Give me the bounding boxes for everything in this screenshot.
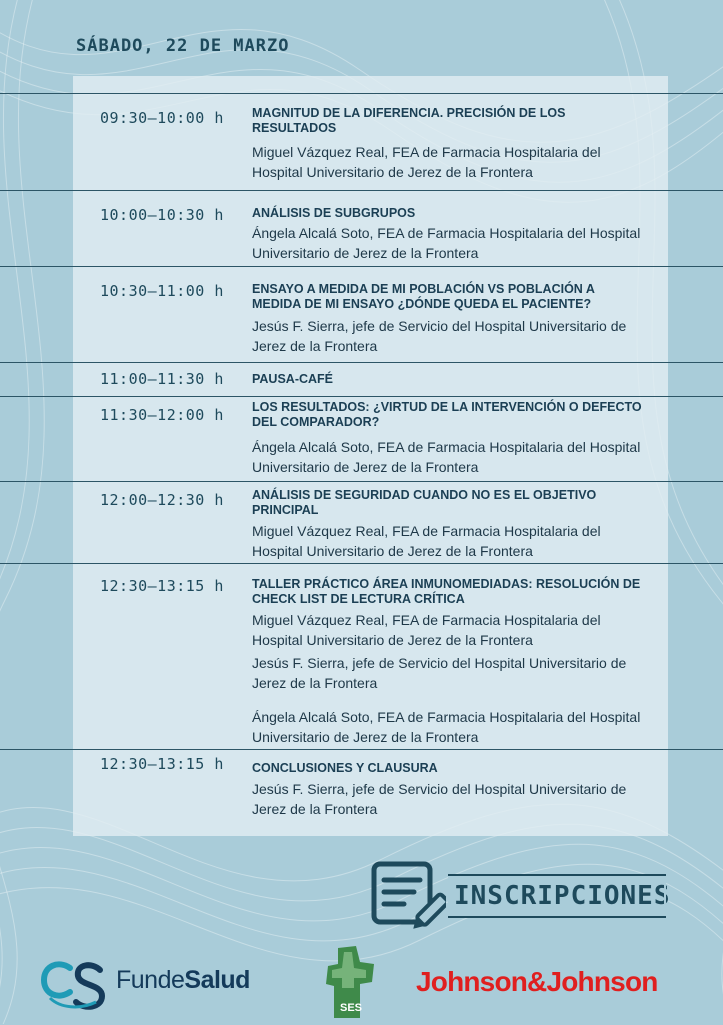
session-speaker: Miguel Vázquez Real, FEA de Farmacia Hospitalaria del Hospital Universitario de Jerez de la Frontera xyxy=(252,612,601,648)
inscripciones-button[interactable] xyxy=(370,858,670,936)
row-divider xyxy=(0,396,723,397)
ses-label: SES xyxy=(340,1002,363,1014)
session-content xyxy=(252,106,642,182)
session-time: 11:00–11:30 h xyxy=(100,370,224,388)
form-edit-icon xyxy=(370,860,446,934)
fundesalud-mark-icon xyxy=(40,958,110,1010)
session-speaker: Ángela Alcalá Soto, FEA de Farmacia Hospitalaria del Hospital Universitario de Jerez de la Frontera xyxy=(252,709,641,745)
row-divider xyxy=(0,749,723,750)
session-speaker: Jesús F. Sierra, jefe de Servicio del Hospital Universitario de Jerez de la Frontera xyxy=(252,655,627,691)
session-time: 12:30–13:15 h xyxy=(100,577,224,595)
session-time: 09:30–10:00 h xyxy=(100,109,224,127)
session-content xyxy=(252,577,642,747)
session-title: ENSAYO A MEDIDA DE MI POBLACIÓN VS POBLACIÓN A MEDIDA DE MI ENSAYO ¿DÓNDE QUEDA EL PACIENTE? xyxy=(252,282,595,311)
session-time: 10:30–11:00 h xyxy=(100,282,224,300)
session-content xyxy=(252,282,642,356)
session-content xyxy=(252,488,642,561)
johnson-johnson-logo: Johnson&Johnson xyxy=(416,966,658,997)
session-speaker: Miguel Vázquez Real, FEA de Farmacia Hospitalaria del Hospital Universitario de Jerez de la Frontera xyxy=(252,523,601,559)
session-speaker: Ángela Alcalá Soto, FEA de Farmacia Hospitalaria del Hospital Universitario de Jerez de la Frontera xyxy=(252,225,641,261)
inscripciones-label-box xyxy=(448,874,671,918)
fundesalud-prefix: Funde xyxy=(116,966,185,994)
session-time: 12:00–12:30 h xyxy=(100,491,224,509)
session-title: ANÁLISIS DE SUBGRUPOS xyxy=(252,206,416,220)
session-time: 10:00–10:30 h xyxy=(100,206,224,224)
row-divider xyxy=(0,190,723,191)
fundesalud-bold: Salud xyxy=(184,966,250,994)
session-title: ANÁLISIS DE SEGURIDAD CUANDO NO ES EL OBJETIVO PRINCIPAL xyxy=(252,488,597,517)
session-speaker: Jesús F. Sierra, jefe de Servicio del Hospital Universitario de Jerez de la Frontera xyxy=(252,781,627,817)
session-speaker: Ángela Alcalá Soto, FEA de Farmacia Hospitalaria del Hospital Universitario de Jerez de la Frontera xyxy=(252,439,641,475)
row-divider xyxy=(0,93,723,94)
row-divider xyxy=(0,266,723,267)
fundesalud-logo xyxy=(40,958,280,1008)
inscripciones-label: INSCRIPCIONES xyxy=(450,878,664,914)
session-title: CONCLUSIONES Y CLAUSURA xyxy=(252,761,438,775)
date-heading: SÁBADO, 22 DE MARZO xyxy=(76,36,290,56)
session-title: LOS RESULTADOS: ¿VIRTUD DE LA INTERVENCIÓN O DEFECTO DEL COMPARADOR? xyxy=(252,400,642,429)
session-speaker: Miguel Vázquez Real, FEA de Farmacia Hospitalaria del Hospital Universitario de Jerez de la Frontera xyxy=(252,144,601,180)
session-content xyxy=(252,761,642,819)
session-title: MAGNITUD DE LA DIFERENCIA. PRECISIÓN DE LOS RESULTADOS xyxy=(252,106,566,135)
session-time: 12:30–13:15 h xyxy=(100,755,224,773)
session-content xyxy=(252,370,642,388)
session-content xyxy=(252,400,642,477)
ses-logo xyxy=(326,944,376,1020)
row-divider xyxy=(0,481,723,482)
session-title: TALLER PRÁCTICO ÁREA INMUNOMEDIADAS: RESOLUCIÓN DE CHECK LIST DE LECTURA CRÍTICA xyxy=(252,577,641,606)
fundesalud-wordmark xyxy=(116,966,250,995)
session-content xyxy=(252,206,642,263)
row-divider xyxy=(0,563,723,564)
session-time: 11:30–12:00 h xyxy=(100,406,224,424)
session-speaker: Jesús F. Sierra, jefe de Servicio del Hospital Universitario de Jerez de la Frontera xyxy=(252,318,627,354)
row-divider xyxy=(0,362,723,363)
session-title: PAUSA-CAFÉ xyxy=(252,372,334,386)
